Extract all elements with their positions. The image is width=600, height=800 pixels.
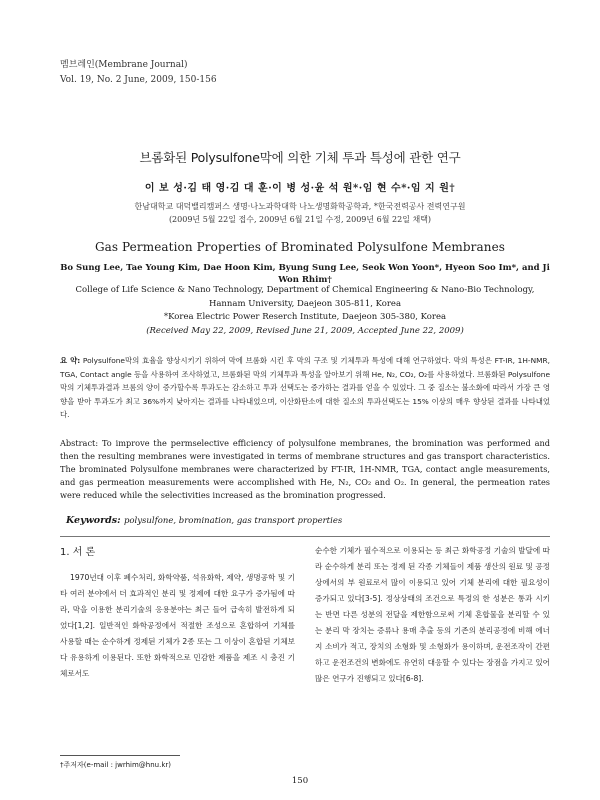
keywords: Keywords: polysulfone, bromination, gas transport properties (66, 515, 343, 526)
footnote: †주저자(e-mail : jwrhim@hnu.kr) (60, 761, 171, 769)
journal-header (60, 58, 217, 88)
english-affiliation-block (60, 311, 550, 338)
journal-volume: Vol. 19, No. 2 June, 2009, 150-156 (60, 75, 217, 85)
english-affiliation-1: College of Life Science & Nano Technology, Department of Chemical Engineering & Nano-Bio Technology, Hannam University, Daejeon 305-811, Korea (75, 285, 535, 309)
keywords-label: Keywords (66, 515, 118, 526)
section-divider (60, 536, 550, 537)
english-affiliation-2: *Korea Electric Power Reserch Institute, Daejeon 305-380, Korea (163, 312, 447, 322)
body-left-column: 1970년대 이후 폐수처리, 화학약품, 석유화학, 제약, 생명공학 및 기타 여러 분야에서 더 효과적인 분리 및 정제에 대한 요구가 증가됨에 따라, 막을 이용한 분리기술의 응용분야는 최근 들어 급속히 발전하게 되었다[1,2]. 일반적인 화학공정에서 적절한 조성으로 혼합하여 기체를 사용할 때는 순수하게 정제된 기체가 2종 또는 그 이상이 혼합된 기체보다 유용하게 이용된다. 또한 화학적으로 민감한 제품을 제조 시 충진 기체로서도 (60, 573, 295, 678)
korean-authors: 이 보 성·김 태 영·김 대 훈·이 병 성·윤 석 원*·임 현 수*·임 지 원† (144, 183, 456, 194)
korean-dates: (2009년 5월 22일 접수, 2009년 6월 21일 수정, 2009년 6월 22일 채택) (168, 215, 432, 224)
footnote-rule (60, 755, 180, 756)
korean-abstract (60, 354, 550, 422)
english-abstract (60, 437, 550, 502)
keywords-text: polysulfone, bromination, gas transport properties (123, 516, 343, 526)
section-title: 1. 서 론 (60, 547, 96, 558)
korean-affiliation: 한남대학교 대덕밸리캠퍼스 생명·나노과학대학 나노생명화학공학과, *한국전력공사 전력연구원 (134, 202, 466, 211)
english-authors: Bo Sung Lee, Tae Young Kim, Dae Hoon Kim, Byung Sung Lee, Seok Won Yoon*, Hyeon Soo Im*, and Ji Won Rhim† (60, 263, 550, 285)
body-right-column: 순수한 기체가 필수적으로 이용되는 등 최근 화학공정 기술의 발달에 따라 순수하게 분리 또는 정제 된 각종 기체들이 제품 생산의 원료 및 공정상에서의 부 원료로서 많이 이용되고 있어 기체 분리에 대한 필요성이 증가되고 있다[3-5]. 정상상태의 조건으로 특정의 한 성분은 통과 시키는 반면 다른 성분의 전달을 제한함으로써 기체 혼합물을 분리할 수 있는 분리 막 장치는 증류나 용매 추출 등의 기존의 분리공정에 비해 에너지 소비가 적고, 장치의 소형화 및 소형화가 용이하며, 운전조작이 간편하고 운전조건의 변화에도 유연히 대응할 수 있다는 장점을 가지고 있어 많은 연구가 진행되고 있다[6-8]. (315, 546, 550, 683)
page-number: 150 (291, 776, 309, 786)
journal-name: 멤브레인(Membrane Journal) (60, 60, 188, 70)
english-title: Gas Permeation Properties of Brominated Polysulfone Membranes (94, 240, 506, 254)
korean-title: 브롬화된 Polysulfone막에 의한 기체 투과 특성에 관한 연구 (139, 150, 461, 165)
korean-affiliation-block (0, 200, 600, 226)
korean-abstract-label: 요 약: (60, 356, 81, 365)
english-abstract-label: Abstract: (60, 438, 99, 448)
korean-abstract-text: Polysulfone막의 효율을 향상시키기 위하여 막에 브롬화 시킨 후 막의 구조 및 기체투과 특성에 대해 연구하였다. 막의 특성은 FT-IR, 1H-NMR, TGA, Contact angle 등을 사용하여 조사하였고, 브롬화된 막의 기체투과 특성을 알아보기 위해 He, N₂, CO₂, O₂를 사용하였다. 브롬화된 Polysulfone막의 기체투과결과 브롬의 양이 증가할수록 투과도는 감소하고 투과 선택도는 증가하는 결과를 얻을 수 있었다. 그 중 질소는 불소화에 따라서 가장 큰 영향을 받아 투과도가 최고 36%까지 낮아지는 결과를 나타내었으며, 이산화탄소에 대한 질소의 투과선택도는 15% 이상의 매우 향상된 결과를 나타내었다. (60, 356, 550, 419)
english-abstract-text: To improve the permselective efficiency of polysulfone membranes, the bromination was performed and then the resulting membranes were investigated in terms of membrane structures and gas transport characteristics. The brominated Polysulfone membranes were characterized by FT-IR, 1H-NMR, TGA, contact angle measurements, and gas permeation measurements were accomplished with He, N₂, CO₂ and O₂. In general, the permeation rates were reduced while the selectivities increased as the bromination progressed. (60, 438, 550, 500)
english-dates: (Received May 22, 2009, Revised June 21, 2009, Accepted June 22, 2009) (146, 325, 464, 336)
